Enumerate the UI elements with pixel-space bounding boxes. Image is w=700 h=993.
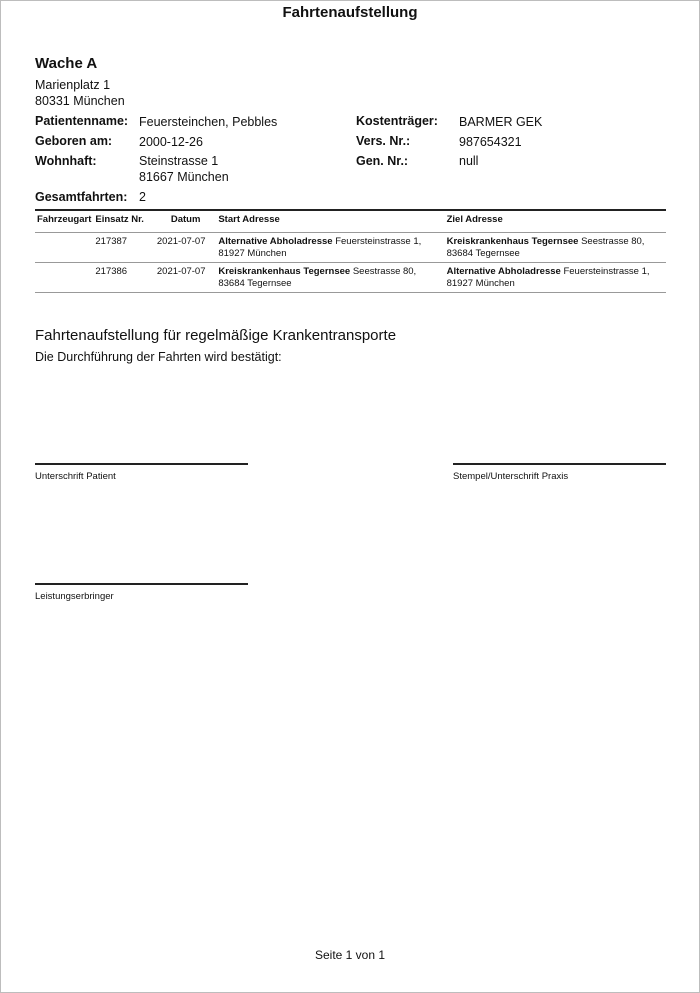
insured-number-value: 987654321 bbox=[459, 135, 522, 149]
total-trips-label: Gesamtfahrten: bbox=[35, 190, 128, 204]
header-vehicle-type: Fahrzeugart bbox=[35, 210, 93, 233]
destination-address-cell bbox=[445, 233, 666, 263]
patient-name-value: Feuersteinchen, Pebbles bbox=[139, 115, 278, 129]
start-address-cell bbox=[216, 263, 444, 293]
start-location-address: Seestrasse 80, 83684 Tegernsee bbox=[218, 266, 417, 289]
destination-location-address: Feuersteinstrasse 1, 81927 München bbox=[446, 266, 650, 289]
insured-number-label: Vers. Nr.: bbox=[356, 134, 411, 148]
patient-signature-line bbox=[35, 463, 248, 465]
provider-signature-line bbox=[35, 583, 248, 585]
page-number: Seite 1 von 1 bbox=[314, 948, 386, 962]
start-location-name: Kreiskrankenhaus Tegernsee bbox=[218, 266, 351, 277]
start-location-address: Feuersteinstrasse 1, 81927 München bbox=[218, 236, 422, 259]
residence-label: Wohnhaft: bbox=[35, 154, 97, 168]
header-mission-number: Einsatz Nr. bbox=[93, 210, 155, 233]
destination-location-name: Alternative Abholadresse bbox=[446, 266, 561, 277]
date-cell: 2021-07-07 bbox=[155, 233, 216, 263]
mission-number-cell: 217386 bbox=[93, 263, 155, 293]
birth-date-label: Geboren am: bbox=[35, 134, 113, 148]
section-title: Fahrtenaufstellung für regelmäßige Krankentransporte bbox=[35, 327, 397, 344]
practice-signature-label: Stempel/Unterschrift Praxis bbox=[453, 471, 569, 482]
patient-signature-label: Unterschrift Patient bbox=[35, 471, 116, 482]
total-trips-value: 2 bbox=[139, 190, 146, 204]
station-city: 80331 München bbox=[35, 94, 125, 108]
vehicle-cell bbox=[35, 233, 93, 263]
birth-date-value: 2000-12-26 bbox=[139, 135, 203, 149]
trips-table bbox=[35, 209, 666, 293]
station-street: Marienplatz 1 bbox=[35, 78, 111, 92]
destination-location-address: Seestrasse 80, 83684 Tegernsee bbox=[446, 236, 645, 259]
provider-signature-label: Leistungserbringer bbox=[35, 591, 114, 602]
residence-street: Steinstrasse 1 bbox=[139, 154, 219, 168]
approval-number-value: null bbox=[459, 154, 479, 168]
header-start-address: Start Adresse bbox=[216, 210, 444, 233]
header-date: Datum bbox=[155, 210, 216, 233]
practice-signature-line bbox=[453, 463, 666, 465]
start-address-cell bbox=[216, 233, 444, 263]
start-location-name: Alternative Abholadresse bbox=[218, 236, 333, 247]
destination-location-name: Kreiskrankenhaus Tegernsee bbox=[446, 236, 579, 247]
table-row bbox=[35, 233, 666, 263]
date-cell: 2021-07-07 bbox=[155, 263, 216, 293]
confirmation-text: Die Durchführung der Fahrten wird bestätigt: bbox=[35, 350, 282, 364]
mission-number-cell: 217387 bbox=[93, 233, 155, 263]
destination-address-cell bbox=[445, 263, 666, 293]
table-header-row bbox=[35, 210, 666, 233]
payer-label: Kostenträger: bbox=[356, 114, 438, 128]
residence-city: 81667 München bbox=[139, 170, 229, 184]
payer-value: BARMER GEK bbox=[459, 115, 543, 129]
patient-name-label: Patientenname: bbox=[35, 114, 129, 128]
vehicle-cell bbox=[35, 263, 93, 293]
document-title: Fahrtenaufstellung bbox=[282, 4, 418, 21]
station-name: Wache A bbox=[35, 55, 98, 72]
table-row bbox=[35, 263, 666, 293]
header-destination-address: Ziel Adresse bbox=[445, 210, 666, 233]
approval-number-label: Gen. Nr.: bbox=[356, 154, 409, 168]
